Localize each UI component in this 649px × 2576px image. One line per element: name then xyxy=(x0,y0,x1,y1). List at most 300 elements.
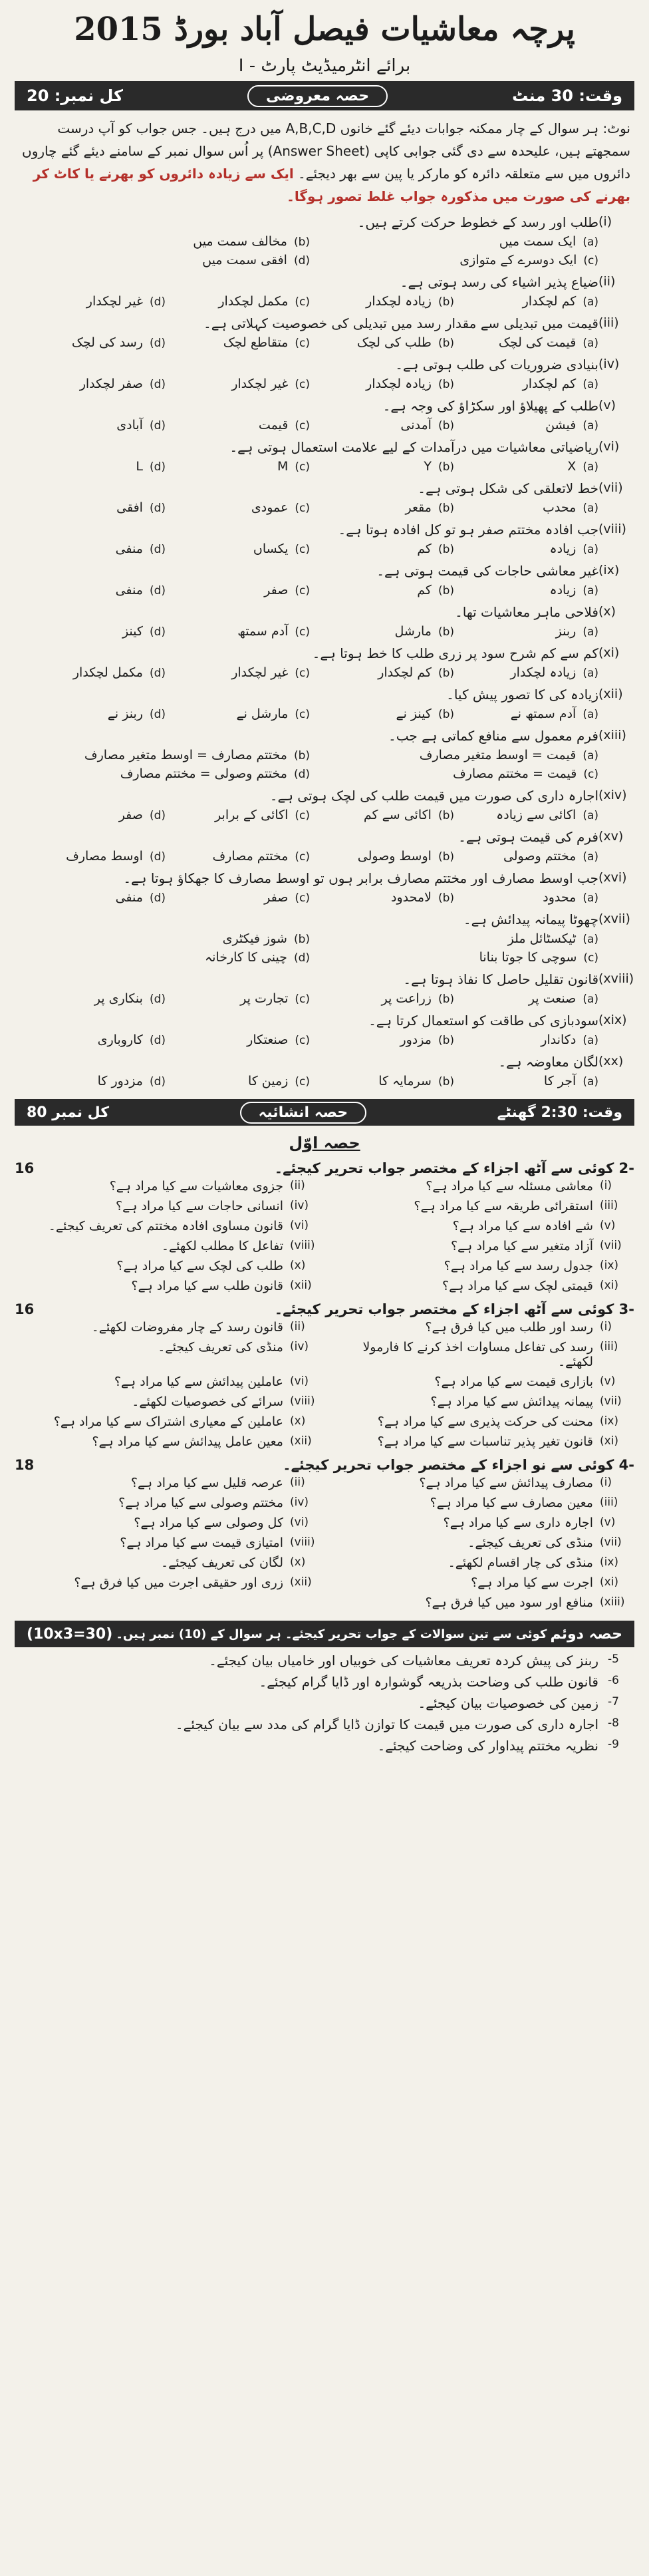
part-number: (xi) xyxy=(600,1575,619,1589)
short-question-part xyxy=(21,1340,318,1369)
mcq-number: (xiv) xyxy=(598,788,627,802)
mcq-item xyxy=(15,522,634,538)
part-text: معین مصارف سے کیا مراد ہے؟ xyxy=(430,1496,593,1510)
mcq-option xyxy=(21,253,310,267)
mcq-item xyxy=(15,439,634,455)
part-number: (i) xyxy=(600,1179,612,1192)
mcq-option xyxy=(166,808,310,822)
part-text: قیمتی لچک سے کیا مراد ہے؟ xyxy=(442,1279,593,1293)
short-question-part xyxy=(21,1179,318,1194)
mcq-question: فلاحی ماہر معاشیات تھا۔ xyxy=(455,604,598,620)
mcq-question: قیمت میں تبدیلی سے مقدار رسد میں تبدیلی کی خصوصیت کہلاتی ہے۔ xyxy=(203,315,598,331)
option-letter: (b) xyxy=(438,419,454,432)
option-text: مکمل لچکدار xyxy=(72,665,143,680)
option-text: منفی xyxy=(115,542,143,556)
option-text: L xyxy=(136,459,143,474)
mcq-number: (vi) xyxy=(598,439,620,454)
option-letter: (c) xyxy=(295,1075,310,1088)
part-text: رسد کی تفاعل مساوات اخذ کرنے کا فارمولا لکھئے۔ xyxy=(362,1340,593,1369)
option-letter: (c) xyxy=(295,708,310,721)
mcq-question: اجارہ داری کی صورت میں قیمت طلب کی لچک ہوتی ہے۔ xyxy=(269,788,598,804)
part2-marks: (10x3=30) xyxy=(27,1625,113,1643)
short-question-text xyxy=(283,1457,634,1473)
option-letter: (d) xyxy=(293,768,310,781)
mcq-options xyxy=(21,748,598,781)
mcq-option xyxy=(21,583,166,597)
mcq-item xyxy=(15,645,634,661)
option-letter: (c) xyxy=(295,460,310,474)
option-text: متقاطع لچک xyxy=(223,335,289,350)
part-number: (v) xyxy=(600,1374,616,1388)
short-question-number: -3 xyxy=(614,1301,634,1317)
mcq-option xyxy=(310,766,598,781)
mcq-option xyxy=(21,748,310,762)
part-text: آزاد متغیر سے کیا مراد ہے؟ xyxy=(450,1239,593,1253)
part-number: (viii) xyxy=(290,1394,315,1408)
long-question-number: -5 xyxy=(608,1653,619,1666)
option-text: مخالف سمت میں xyxy=(193,234,287,249)
mcq-option xyxy=(310,665,454,680)
mcq-option xyxy=(166,991,310,1006)
option-text: آبادی xyxy=(116,418,143,432)
option-letter: (c) xyxy=(295,295,310,309)
mcq-option xyxy=(454,707,598,721)
part-text: قانون تغیر پذیر تناسبات سے کیا مراد ہے؟ xyxy=(377,1434,593,1449)
option-text: صفر لچکدار xyxy=(79,377,143,391)
short-question-instruction: کوئی سے آٹھ اجزاء کے مختصر جواب تحریر کیجئے۔ xyxy=(274,1160,614,1176)
mcq-option xyxy=(166,890,310,905)
option-letter: (b) xyxy=(438,378,454,391)
option-letter: (d) xyxy=(149,543,166,556)
mcq-options xyxy=(21,991,598,1006)
part2-header xyxy=(15,1621,634,1647)
option-text: ربنز نے xyxy=(107,707,143,721)
long-question-text: زمین کی خصوصیات بیان کیجئے۔ xyxy=(418,1695,598,1711)
mcq-option xyxy=(21,808,166,822)
mcq-option xyxy=(21,459,166,474)
option-text: طلب کی لچک xyxy=(356,335,432,350)
subjective-header xyxy=(15,1099,634,1126)
part-text: پیمانہ پیدائش سے کیا مراد ہے؟ xyxy=(430,1394,593,1409)
option-text: شوز فیکٹری xyxy=(222,931,287,946)
part-number: (iv) xyxy=(290,1496,309,1509)
option-text: مختتم مصارف = اوسط متغیر مصارف xyxy=(84,748,287,762)
mcq-option xyxy=(21,377,166,391)
part-number: (xii) xyxy=(290,1575,312,1589)
mcq-options xyxy=(21,459,598,474)
mcq-question: جب اوسط مصارف اور مختتم مصارف برابر ہوں تو اوسط مصارف کا جھکاؤ ہوتا ہے۔ xyxy=(123,870,598,886)
mcq-question: بنیادی ضروریات کی طلب ہوتی ہے۔ xyxy=(395,357,598,373)
long-question xyxy=(15,1653,634,1669)
option-text: منفی xyxy=(115,583,143,597)
short-question-part xyxy=(331,1595,628,1610)
mcq-option xyxy=(454,1033,598,1047)
mcq-question: جب افادہ مختتم صفر ہو تو کل افادہ ہوتا ہے۔ xyxy=(338,522,598,538)
option-text: M xyxy=(277,459,289,474)
short-question-part xyxy=(21,1434,318,1449)
mcq-option xyxy=(166,377,310,391)
option-text: ایک سمت میں xyxy=(499,234,577,249)
option-letter: (c) xyxy=(295,584,310,597)
option-text: Y xyxy=(424,459,432,474)
mcq-option xyxy=(21,665,166,680)
short-question-part xyxy=(331,1219,628,1233)
mcq-option xyxy=(166,418,310,432)
short-question-heading xyxy=(15,1160,634,1176)
option-letter: (a) xyxy=(583,584,598,597)
mcq-options xyxy=(21,583,598,597)
part-number: (x) xyxy=(290,1414,306,1428)
mcq-option xyxy=(21,849,166,864)
short-question-part xyxy=(21,1259,318,1273)
option-text: غیر لچکدار xyxy=(231,377,289,391)
mcq-option xyxy=(454,542,598,556)
option-text: کم xyxy=(417,542,432,556)
short-question-text xyxy=(275,1160,634,1176)
option-text: مارشل xyxy=(394,624,432,639)
option-letter: (d) xyxy=(149,337,166,350)
short-question-part xyxy=(21,1555,318,1570)
option-text: لامحدود xyxy=(391,890,432,905)
part2-title: حصہ دوئم xyxy=(550,1625,622,1643)
option-letter: (d) xyxy=(149,850,166,864)
short-question-part xyxy=(21,1239,318,1253)
mcq-option xyxy=(310,748,598,762)
objective-section-label: حصہ معروضی xyxy=(247,85,388,107)
option-text: زیادہ xyxy=(549,542,577,556)
short-question-part xyxy=(331,1434,628,1449)
mcq-number: (xi) xyxy=(598,645,620,660)
part-text: زری اور حقیقی اجرت میں کیا فرق ہے؟ xyxy=(74,1575,283,1590)
option-letter: (a) xyxy=(583,850,598,864)
mcq-number: (xiii) xyxy=(598,728,626,742)
mcq-option xyxy=(166,624,310,639)
mcq-option xyxy=(166,849,310,864)
mcq-options xyxy=(21,1074,598,1088)
long-question-number: -9 xyxy=(608,1738,619,1751)
option-letter: (d) xyxy=(149,625,166,639)
mcq-number: (i) xyxy=(598,214,612,229)
part-text: عاملین کے معیاری اشتراک سے کیا مراد ہے؟ xyxy=(53,1414,283,1429)
option-letter: (a) xyxy=(583,749,598,762)
mcq-option xyxy=(21,234,310,249)
option-text: اوسط مصارف xyxy=(66,849,143,864)
option-text: زمین کا xyxy=(247,1074,289,1088)
part-text: جزوی معاشیات سے کیا مراد ہے؟ xyxy=(109,1179,283,1194)
part-number: (x) xyxy=(290,1555,306,1569)
part-number: (ix) xyxy=(600,1414,619,1428)
mcq-option xyxy=(310,294,454,309)
part-number: (v) xyxy=(600,1516,616,1529)
short-question-part xyxy=(21,1414,318,1429)
paper-title: پرچہ معاشیات فیصل آباد بورڈ 2015 xyxy=(74,11,575,48)
mcq-question: طلب اور رسد کے خطوط حرکت کرتے ہیں۔ xyxy=(357,214,598,230)
option-text: کم لچکدار xyxy=(522,377,577,391)
option-letter: (c) xyxy=(583,951,598,965)
part1-heading: حصہ اوّل xyxy=(289,1134,360,1152)
long-question-number: -8 xyxy=(608,1716,619,1730)
option-text: صفر xyxy=(264,583,289,597)
part-number: (viii) xyxy=(290,1535,315,1549)
part-text: انسانی حاجات سے کیا مراد ہے؟ xyxy=(116,1199,283,1213)
mcq-option xyxy=(454,418,598,432)
option-letter: (c) xyxy=(295,1034,310,1047)
option-letter: (c) xyxy=(583,768,598,781)
part-text: رسد اور طلب میں کیا فرق ہے؟ xyxy=(425,1320,593,1335)
part-text: معین عامل پیدائش سے کیا مراد ہے؟ xyxy=(92,1434,283,1449)
option-text: عمودی xyxy=(251,500,289,515)
mcq-options xyxy=(21,808,598,822)
option-letter: (c) xyxy=(583,254,598,267)
mcq-options xyxy=(21,665,598,680)
option-text: X xyxy=(567,459,577,474)
short-question-part xyxy=(21,1496,318,1510)
objective-marks: کل نمبر: 20 xyxy=(27,86,123,105)
mcq-option xyxy=(310,707,454,721)
option-text: سرمایہ کا xyxy=(378,1074,432,1088)
part-number: (iv) xyxy=(290,1340,309,1353)
part-number: (ii) xyxy=(290,1320,305,1333)
mcq-number: (xx) xyxy=(598,1054,624,1068)
part-text: قانون رسد کے چار مفروضات لکھئے۔ xyxy=(91,1320,283,1335)
option-text: ایک دوسرے کے متوازی xyxy=(459,253,577,267)
option-letter: (a) xyxy=(583,625,598,639)
option-letter: (b) xyxy=(293,749,310,762)
part-text: تفاعل کا مطلب لکھئے۔ xyxy=(161,1239,283,1253)
mcq-options xyxy=(21,377,598,391)
option-text: سوچی کا جوتا بنانا xyxy=(479,950,577,965)
short-question-part xyxy=(331,1340,628,1369)
option-text: آدم سمتھ نے xyxy=(510,707,577,721)
option-text: بنکاری پر xyxy=(94,991,143,1006)
mcq-option xyxy=(166,1033,310,1047)
mcq-question: فرم معمول سے منافع کماتی ہے جب۔ xyxy=(388,728,598,744)
option-letter: (d) xyxy=(149,1034,166,1047)
mcq-item xyxy=(15,604,634,620)
short-question-part xyxy=(331,1320,628,1335)
mcq-item xyxy=(15,398,634,414)
short-question-marks: 16 xyxy=(15,1160,35,1176)
short-question-part xyxy=(331,1414,628,1429)
mcq-option xyxy=(454,1074,598,1088)
mcq-option xyxy=(310,808,454,822)
option-text: کم لچکدار xyxy=(522,294,577,309)
option-text: زیادہ لچکدار xyxy=(366,377,432,391)
part-text: امتیازی قیمت سے کیا مراد ہے؟ xyxy=(120,1535,283,1550)
short-questions xyxy=(15,1160,634,1610)
mcq-option xyxy=(454,849,598,864)
mcq-item xyxy=(15,870,634,886)
option-letter: (a) xyxy=(583,667,598,680)
mcq-option xyxy=(310,234,598,249)
mcq-option xyxy=(21,624,166,639)
mcq-options xyxy=(21,707,598,721)
mcq-option xyxy=(310,253,598,267)
option-letter: (c) xyxy=(295,993,310,1006)
option-text: قیمت xyxy=(258,418,289,432)
mcq-number: (xv) xyxy=(598,829,624,844)
part-text: طلب کی لچک سے کیا مراد ہے؟ xyxy=(116,1259,283,1273)
mcq-option xyxy=(21,294,166,309)
option-text: قیمت کی لچک xyxy=(498,335,577,350)
part-number: (vii) xyxy=(600,1394,622,1408)
mcq-option xyxy=(21,766,310,781)
part-text: منڈی کی چار اقسام لکھئے۔ xyxy=(448,1555,593,1570)
option-text: مزدور xyxy=(400,1033,432,1047)
option-letter: (c) xyxy=(295,850,310,864)
option-text: اکائی کے برابر xyxy=(215,808,289,822)
option-letter: (b) xyxy=(438,1034,454,1047)
part-text: مختتم وصولی سے کیا مراد ہے؟ xyxy=(118,1496,283,1510)
short-question-part xyxy=(21,1374,318,1389)
option-letter: (a) xyxy=(583,295,598,309)
option-text: تجارت پر xyxy=(240,991,289,1006)
mcq-options xyxy=(21,931,598,965)
long-question-text: قانون طلب کی وضاحت بذریعہ گوشوارہ اور ڈایا گرام کیجئے۔ xyxy=(259,1674,598,1690)
part-number: (xii) xyxy=(290,1434,312,1448)
short-question-number: -4 xyxy=(614,1457,634,1473)
mcq-item xyxy=(15,214,634,230)
option-text: افقی xyxy=(116,500,143,515)
option-letter: (d) xyxy=(149,460,166,474)
mcq-number: (xii) xyxy=(598,687,623,701)
option-letter: (a) xyxy=(583,236,598,249)
instructions-warning: ایک سے زیادہ دائروں کو بھرنے یا کاٹ کر بھرنے کی صورت میں مذکورہ جواب غلط تصور ہوگا۔ xyxy=(33,166,630,204)
long-question xyxy=(15,1674,634,1690)
option-text: آمدنی xyxy=(400,418,432,432)
option-letter: (b) xyxy=(438,543,454,556)
part-text: اجارہ داری سے کیا مراد ہے؟ xyxy=(443,1516,593,1530)
mcq-item xyxy=(15,1013,634,1029)
option-letter: (b) xyxy=(438,295,454,309)
option-letter: (b) xyxy=(438,891,454,905)
short-question-part xyxy=(21,1199,318,1213)
short-question-number: -2 xyxy=(614,1160,634,1176)
long-question xyxy=(15,1738,634,1754)
mcq-number: (v) xyxy=(598,398,616,412)
part-text: محنت کی حرکت پذیری سے کیا مراد ہے؟ xyxy=(377,1414,593,1429)
option-text: زراعت پر xyxy=(381,991,432,1006)
option-letter: (b) xyxy=(438,708,454,721)
mcq-item xyxy=(15,911,634,927)
mcq-option xyxy=(454,294,598,309)
mcq-question: لگان معاوضہ ہے۔ xyxy=(498,1054,598,1070)
part-number: (vii) xyxy=(600,1535,622,1549)
mcq-options xyxy=(21,849,598,864)
option-text: کم xyxy=(417,583,432,597)
option-text: فیشن xyxy=(545,418,577,432)
part-number: (ix) xyxy=(600,1555,619,1569)
mcq-item xyxy=(15,357,634,373)
mcq-item xyxy=(15,1054,634,1070)
option-letter: (d) xyxy=(149,502,166,515)
part-text: عرصہ قلیل سے کیا مراد ہے؟ xyxy=(130,1476,283,1490)
mcq-option xyxy=(454,459,598,474)
part-number: (ii) xyxy=(290,1179,305,1192)
part-text: جدول رسد سے کیا مراد ہے؟ xyxy=(444,1259,593,1273)
short-question-part xyxy=(21,1219,318,1233)
option-text: کاروباری xyxy=(97,1033,143,1047)
mcq-number: (vii) xyxy=(598,480,623,495)
mcq-item xyxy=(15,315,634,331)
option-letter: (c) xyxy=(295,543,310,556)
option-text: منفی xyxy=(115,890,143,905)
short-question-heading xyxy=(15,1457,634,1473)
option-letter: (d) xyxy=(149,891,166,905)
option-text: مکمل لچکدار xyxy=(218,294,289,309)
mcq-option xyxy=(21,950,310,965)
part-text: عاملین پیدائش سے کیا مراد ہے؟ xyxy=(114,1374,283,1389)
mcq-item xyxy=(15,829,634,845)
part-text: قانون مساوی افادہ مختتم کی تعریف کیجئے۔ xyxy=(48,1219,283,1233)
mcq-option xyxy=(166,665,310,680)
mcq-item xyxy=(15,728,634,744)
option-letter: (b) xyxy=(438,1075,454,1088)
mcq-option xyxy=(310,335,454,350)
mcq-number: (viii) xyxy=(598,522,626,536)
objective-time: وقت: 30 منٹ xyxy=(512,86,622,105)
option-letter: (c) xyxy=(295,667,310,680)
mcq-item xyxy=(15,563,634,579)
option-text: غیر لچکدار xyxy=(86,294,143,309)
mcq-number: (iv) xyxy=(598,357,620,371)
long-question xyxy=(15,1695,634,1711)
short-question-instruction: کوئی سے نو اجزاء کے مختصر جواب تحریر کیجئے۔ xyxy=(283,1457,614,1473)
part-number: (iv) xyxy=(290,1199,309,1212)
option-text: اکائی سے زیادہ xyxy=(496,808,577,822)
option-text: کینز xyxy=(122,624,143,639)
option-text: صفر xyxy=(118,808,143,822)
mcq-option xyxy=(454,665,598,680)
mcq-options xyxy=(21,542,598,556)
mcq-options xyxy=(21,1033,598,1047)
short-question-instruction: کوئی سے آٹھ اجزاء کے مختصر جواب تحریر کیجئے۔ xyxy=(274,1301,614,1317)
mcq-question: فرم کی قیمت ہوتی ہے۔ xyxy=(458,829,598,845)
option-letter: (d) xyxy=(293,254,310,267)
mcq-number: (ix) xyxy=(598,563,620,577)
short-question-part xyxy=(331,1496,628,1510)
objective-header xyxy=(15,81,634,110)
option-letter: (a) xyxy=(583,378,598,391)
part-number: (ii) xyxy=(290,1476,305,1489)
exam-paper xyxy=(0,5,649,2576)
short-question-part xyxy=(331,1476,628,1490)
option-text: قیمت = اوسط متغیر مصارف xyxy=(419,748,577,762)
part-number: (vi) xyxy=(290,1219,309,1232)
option-letter: (c) xyxy=(295,337,310,350)
mcq-option xyxy=(21,542,166,556)
part-text: معاشی مسئلہ سے کیا مراد ہے؟ xyxy=(426,1179,593,1194)
mcq-option xyxy=(310,583,454,597)
mcq-option xyxy=(166,542,310,556)
part-number: (vii) xyxy=(600,1239,622,1252)
short-question-marks: 18 xyxy=(15,1457,35,1473)
option-letter: (a) xyxy=(583,502,598,515)
part-number: (viii) xyxy=(290,1239,315,1252)
mcq-number: (ii) xyxy=(598,274,616,289)
mcq-question: طلب کے پھیلاؤ اور سکڑاؤ کی وجہ ہے۔ xyxy=(382,398,598,414)
option-letter: (a) xyxy=(583,993,598,1006)
option-letter: (a) xyxy=(583,708,598,721)
mcq-item xyxy=(15,788,634,804)
short-question-part xyxy=(21,1535,318,1550)
instructions-text: نوٹ: ہر سوال کے چار ممکنہ جوابات دیئے گئے خانوں A,B,C,D میں درج ہیں۔ جس جواب کو آپ درست سمجھتے ہیں، علیحدہ سے دی گئی جوابی کاپی (Answer Sheet) پر اُس سوال نمبر کے سامنے دیئے گئے چاروں دائروں میں سے متعلقہ دائرہ کو مارکر یا پین سے بھر دیجئے۔ xyxy=(22,120,630,182)
option-letter: (d) xyxy=(149,378,166,391)
mcq-option xyxy=(310,991,454,1006)
mcq-option xyxy=(166,500,310,515)
option-text: صنعتکار xyxy=(247,1033,289,1047)
option-text: مختتم وصولی = مختتم مصارف xyxy=(120,766,287,781)
